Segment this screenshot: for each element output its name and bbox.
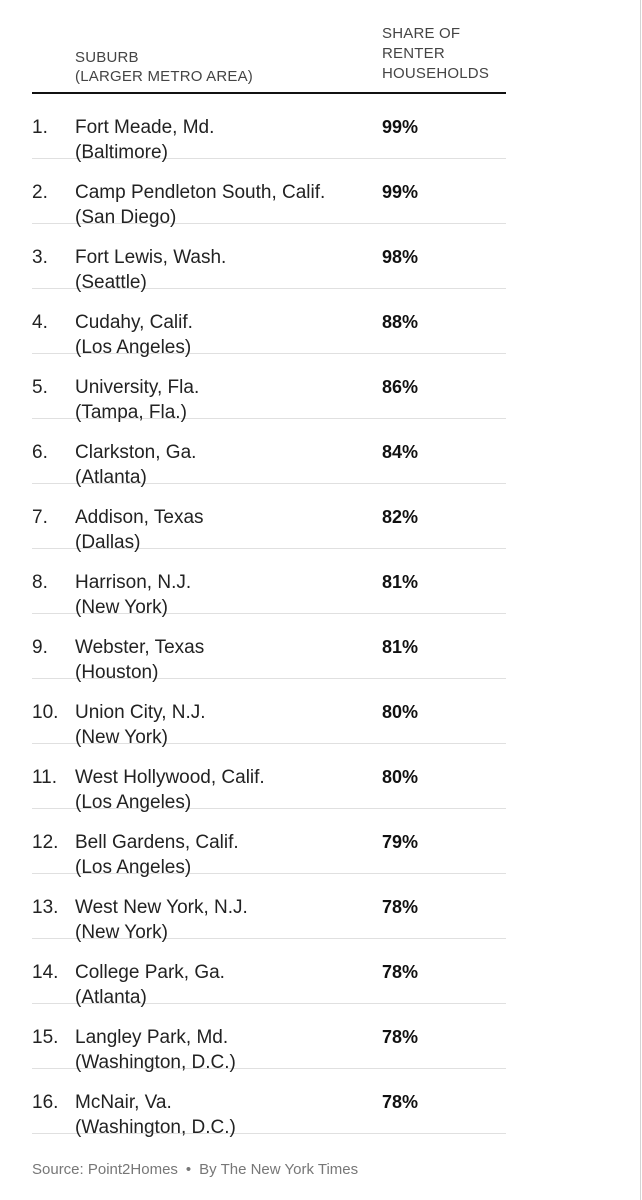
row-metro: (New York) bbox=[75, 727, 168, 748]
table-header bbox=[32, 0, 506, 94]
row-share: 99% bbox=[382, 182, 419, 202]
row-metro: (Los Angeles) bbox=[75, 857, 192, 878]
table-row bbox=[32, 354, 506, 423]
table-row bbox=[32, 679, 506, 748]
table-row bbox=[32, 484, 506, 553]
row-place bbox=[75, 895, 248, 945]
row-place bbox=[75, 765, 265, 815]
row-place bbox=[75, 375, 199, 425]
table-row bbox=[32, 939, 506, 1008]
row-rank: 1. bbox=[32, 117, 48, 138]
row-metro: (New York) bbox=[75, 922, 168, 943]
table-row bbox=[32, 159, 506, 228]
table-row bbox=[32, 549, 506, 618]
row-rank: 5. bbox=[32, 377, 48, 398]
suburb-header-line-1: SUBURB bbox=[75, 49, 139, 66]
row-place bbox=[75, 570, 191, 620]
row-suburb: West Hollywood, Calif. bbox=[75, 767, 265, 788]
source-credit-line bbox=[32, 1160, 358, 1180]
row-share: 78% bbox=[382, 1027, 419, 1047]
row-metro: (Washington, D.C.) bbox=[75, 1117, 236, 1138]
share-header-line-3: HOUSEHOLDS bbox=[382, 65, 490, 82]
row-share: 78% bbox=[382, 962, 419, 982]
row-rank: 6. bbox=[32, 442, 48, 463]
row-suburb: Camp Pendleton South, Calif. bbox=[75, 182, 326, 203]
row-suburb: Langley Park, Md. bbox=[75, 1027, 229, 1048]
table-row bbox=[32, 744, 506, 813]
table-row bbox=[32, 224, 506, 293]
row-share: 98% bbox=[382, 247, 419, 267]
table-body bbox=[32, 94, 506, 1138]
row-metro: (Baltimore) bbox=[75, 142, 168, 163]
row-metro: (Dallas) bbox=[75, 532, 141, 553]
page-edge-divider bbox=[640, 0, 641, 1200]
row-suburb: McNair, Va. bbox=[75, 1092, 172, 1113]
table-row bbox=[32, 614, 506, 683]
row-metro: (Los Angeles) bbox=[75, 792, 192, 813]
row-metro: (Tampa, Fla.) bbox=[75, 402, 187, 423]
byline-text: By The New York Times bbox=[199, 1161, 359, 1178]
row-suburb: Fort Lewis, Wash. bbox=[75, 247, 227, 268]
row-place bbox=[75, 700, 206, 750]
table-row bbox=[32, 1069, 506, 1138]
row-suburb: Clarkston, Ga. bbox=[75, 442, 197, 463]
row-rank: 8. bbox=[32, 572, 48, 593]
row-rank: 11. bbox=[32, 767, 58, 788]
row-suburb: Harrison, N.J. bbox=[75, 572, 192, 593]
row-rank: 7. bbox=[32, 507, 48, 528]
share-header-line-1: SHARE OF bbox=[382, 25, 461, 42]
row-metro: (Washington, D.C.) bbox=[75, 1052, 236, 1073]
row-metro: (New York) bbox=[75, 597, 168, 618]
row-metro: (Seattle) bbox=[75, 272, 147, 293]
row-place bbox=[75, 1090, 236, 1140]
row-metro: (Atlanta) bbox=[75, 987, 147, 1008]
row-rank: 10. bbox=[32, 702, 59, 723]
row-place bbox=[75, 1025, 236, 1075]
row-suburb: West New York, N.J. bbox=[75, 897, 248, 918]
row-metro: (San Diego) bbox=[75, 207, 177, 228]
row-place bbox=[75, 180, 325, 230]
table-row bbox=[32, 1004, 506, 1073]
footer-separator: • bbox=[185, 1161, 192, 1178]
row-place bbox=[75, 505, 204, 555]
table-row bbox=[32, 874, 506, 943]
row-metro: (Los Angeles) bbox=[75, 337, 192, 358]
row-place bbox=[75, 635, 204, 685]
row-suburb: Union City, N.J. bbox=[75, 702, 206, 723]
row-rank: 3. bbox=[32, 247, 48, 268]
row-place bbox=[75, 830, 239, 880]
renter-share-table bbox=[32, 0, 506, 1138]
row-place bbox=[75, 960, 225, 1010]
row-rank: 14. bbox=[32, 962, 59, 983]
row-place bbox=[75, 440, 196, 490]
row-share: 84% bbox=[382, 442, 419, 462]
row-suburb: Webster, Texas bbox=[75, 637, 205, 658]
row-metro: (Atlanta) bbox=[75, 467, 147, 488]
row-rank: 12. bbox=[32, 832, 59, 853]
row-suburb: University, Fla. bbox=[75, 377, 200, 398]
row-rank: 9. bbox=[32, 637, 48, 658]
table-row bbox=[32, 809, 506, 878]
row-rank: 13. bbox=[32, 897, 59, 918]
row-share: 99% bbox=[382, 117, 419, 137]
row-suburb: Fort Meade, Md. bbox=[75, 117, 215, 138]
table-row bbox=[32, 419, 506, 488]
row-place bbox=[75, 310, 193, 360]
row-share: 78% bbox=[382, 1092, 419, 1112]
row-rank: 2. bbox=[32, 182, 48, 203]
row-suburb: Addison, Texas bbox=[75, 507, 204, 528]
share-header-line-2: RENTER bbox=[382, 45, 445, 62]
row-rank: 4. bbox=[32, 312, 48, 333]
row-place bbox=[75, 115, 214, 165]
suburb-column-header bbox=[75, 48, 253, 86]
source-text: Source: Point2Homes bbox=[32, 1161, 178, 1178]
row-share: 81% bbox=[382, 637, 419, 657]
table-row bbox=[32, 94, 506, 163]
row-suburb: Bell Gardens, Calif. bbox=[75, 832, 239, 853]
row-share: 79% bbox=[382, 832, 419, 852]
table-row bbox=[32, 289, 506, 358]
suburb-header-line-2: (LARGER METRO AREA) bbox=[75, 68, 253, 85]
row-rank: 15. bbox=[32, 1027, 59, 1048]
row-suburb: College Park, Ga. bbox=[75, 962, 225, 983]
row-share: 80% bbox=[382, 767, 419, 787]
row-share: 88% bbox=[382, 312, 419, 332]
row-share: 82% bbox=[382, 507, 419, 527]
row-share: 78% bbox=[382, 897, 419, 917]
row-metro: (Houston) bbox=[75, 662, 159, 683]
row-share: 81% bbox=[382, 572, 419, 592]
share-column-header bbox=[382, 24, 489, 84]
row-suburb: Cudahy, Calif. bbox=[75, 312, 193, 333]
row-rank: 16. bbox=[32, 1092, 59, 1113]
row-place bbox=[75, 245, 226, 295]
row-share: 86% bbox=[382, 377, 419, 397]
row-share: 80% bbox=[382, 702, 419, 722]
